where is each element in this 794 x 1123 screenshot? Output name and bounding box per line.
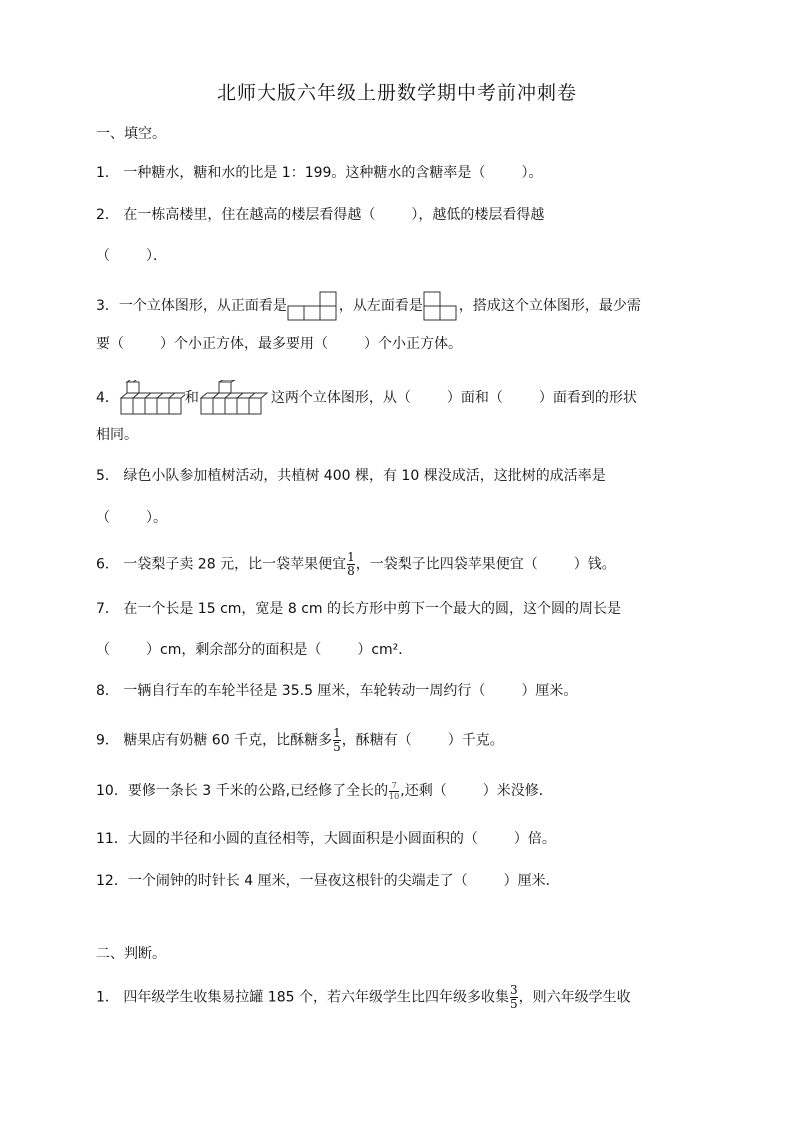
q7-l2c: ）cm²． (357, 642, 413, 658)
page-title: 北师大版六年级上册数学期中考前冲刺卷 (216, 82, 577, 104)
q2-open: （ (96, 248, 110, 264)
fraction: $\frac{1}{8}$ (347, 550, 355, 578)
q8-tail: ）厘米。 (521, 683, 578, 699)
question-8 (96, 681, 577, 701)
q11-text: 11．大圆的半径和小圆的直径相等，大圆面积是小圆面积的（ (96, 831, 478, 847)
q7-l2a: （ (96, 642, 110, 658)
j1-tail: ，则六年级学生收 (518, 989, 631, 1006)
q10-mid: ,还剩（ (400, 783, 447, 799)
question-2 (96, 205, 544, 225)
question-3-line-2 (96, 334, 462, 354)
q5-close: ）。 (146, 510, 167, 526)
question-7: 7． 在一个长是 15 cm，宽是 8 cm 的长方形中剪下一个最大的圆，这个圆的周长是 (96, 601, 621, 617)
question-10 (96, 781, 553, 801)
question-11 (96, 829, 556, 849)
q12-tail: ）厘米． (503, 873, 560, 889)
question-9 (96, 728, 504, 753)
question-1 (96, 163, 542, 183)
q9-mid: ，酥糖有（ (341, 732, 412, 749)
q4-mid2: ）面和（ (446, 390, 503, 406)
q6-end: ）钱。 (573, 556, 616, 573)
q11-tail: ）倍。 (513, 831, 556, 847)
q6-mid: ，一袋梨子比四袋苹果便宜（ (355, 556, 538, 573)
q9-text: 9． 糖果店有奶糖 60 千克，比酥糖多 (96, 732, 333, 749)
fraction: $\frac{7}{10}$ (389, 780, 400, 801)
q3-l2a: 要（ (96, 336, 124, 352)
q9-end: ）千克。 (447, 732, 504, 749)
left-view-figure (423, 291, 459, 321)
question-6 (96, 552, 616, 577)
q10-end: ）米没修． (482, 783, 553, 799)
q10-text: 10．要修一条长 3 千米的公路,已经修了全长的 (96, 783, 389, 799)
solid-figure-a (119, 380, 185, 416)
q8-text: 8． 一辆自行车的车轮半径是 35.5 厘米，车轮转动一周约行（ (96, 683, 486, 699)
q3-mid: ，从左面看是 (338, 298, 423, 314)
q12-text: 12．一个闹钟的时针长 4 厘米，一昼夜这根针的尖端走了（ (96, 873, 468, 889)
q6-text: 6． 一袋梨子卖 28 元，比一袋苹果便宜 (96, 556, 347, 573)
judge-question-1 (96, 985, 631, 1010)
q4-and: 和 (184, 390, 199, 406)
q2-close: ）． (146, 248, 167, 264)
question-4-line-2: 相同。 (96, 427, 138, 443)
q3-text: 3．一个立体图形，从正面看是 (96, 298, 287, 314)
q3-tail: ，搭成这个立体图形，最少需 (458, 298, 641, 314)
q2-mid: ），越低的楼层看得越 (411, 207, 545, 223)
q5-open: （ (96, 510, 110, 526)
q4-text: 这两个立体图形，从（ (270, 390, 411, 406)
q2-text: 2． 在一栋高楼里，住在越高的楼层看得越（ (96, 207, 376, 223)
fraction: $\frac{3}{5}$ (509, 983, 518, 1011)
fraction: $\frac{1}{5}$ (333, 726, 341, 754)
q4-end: ）面看到的形状 (538, 390, 637, 406)
section-heading-fill: 一、填空。 (96, 126, 166, 142)
q3-l2b: ）个小正方体，最多要用（ (160, 336, 328, 352)
question-12 (96, 871, 560, 891)
front-view-figure (287, 291, 339, 321)
section-heading-judge: 二、判断。 (96, 946, 166, 962)
q1-tail: ）。 (521, 165, 543, 181)
question-3 (96, 291, 641, 321)
question-7-line-2 (96, 640, 412, 660)
q3-l2c: ）个小正方体。 (364, 336, 462, 352)
question-4 (96, 380, 637, 416)
q1-text: 1． 一种糖水，糖和水的比是 1：199。这种糖水的含糖率是（ (96, 165, 486, 181)
question-2-line-2 (96, 246, 167, 266)
j1-text: 1． 四年级学生收集易拉罐 185 个，若六年级学生比四年级多收集 (96, 989, 509, 1006)
question-5-line-2 (96, 508, 167, 528)
question-5: 5． 绿色小队参加植树活动，共植树 400 棵，有 10 棵没成活，这批树的成活率是 (96, 468, 606, 484)
solid-figure-b (199, 380, 271, 416)
q7-l2b: ）cm，剩余部分的面积是（ (146, 642, 322, 658)
q4-num: 4． (96, 390, 119, 406)
